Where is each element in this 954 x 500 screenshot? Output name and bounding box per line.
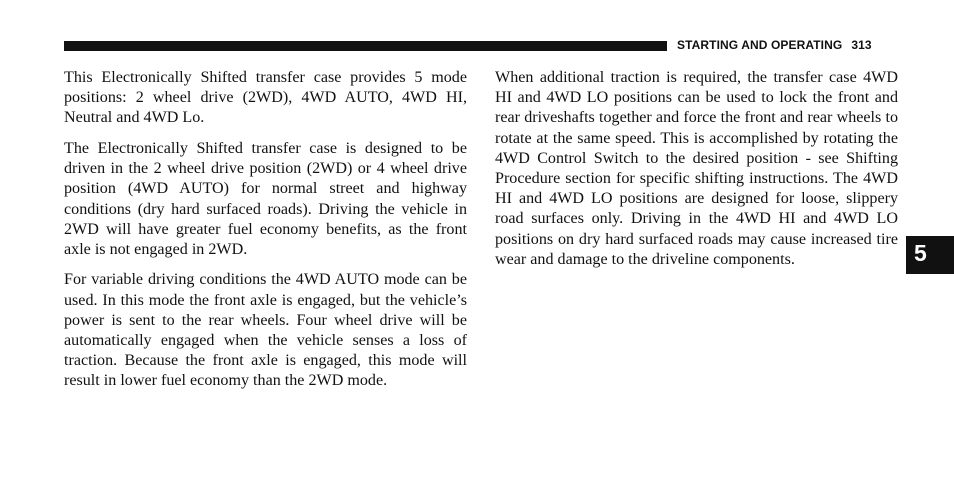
chapter-tab [906, 236, 954, 274]
header-rule [64, 41, 667, 51]
right-column [495, 68, 898, 280]
chapter-number: 5 [914, 240, 927, 266]
left-column [64, 68, 467, 402]
paragraph: This Electronically Shifted transfer case provides 5 mode positions: 2 wheel drive (2WD), 4WD AUTO, 4WD HI, Neutral and 4WD Lo. [64, 69, 467, 127]
running-header [677, 38, 872, 52]
section-title: STARTING AND OPERATING [677, 38, 843, 52]
paragraph: For variable driving conditions the 4WD AUTO mode can be used. In this mode the front axle is engaged, but the vehicle’s power is sent to the rear wheels. Four wheel drive will be automatically engaged when the vehicle senses a loss of traction. Because the front axle is engaged, this mode will result in lower fuel economy than the 2WD mode. [64, 271, 467, 390]
paragraph: When additional traction is required, the transfer case 4WD HI and 4WD LO positions can be used to lock the front and rear driveshafts together and force the front and rear wheels to rotate at the same speed. This is accomplished by rotating the 4WD Control Switch to the desired position - see Shifting Procedure section for specific shifting instructions. The 4WD HI and 4WD LO positions are designed for loose, slippery road surfaces only. Driving in the 4WD HI and 4WD LO positions on dry hard surfaced roads may cause increased tire wear and damage to the driveline components. [495, 69, 898, 268]
paragraph: The Electronically Shifted transfer case is designed to be driven in the 2 wheel drive position (2WD) or 4 wheel drive position (4WD AUTO) for normal street and highway conditions (dry hard surfaced roads). Driving the vehicle in 2WD will have greater fuel economy benefits, as the front axle is not engaged in 2WD. [64, 139, 467, 258]
page-number: 313 [851, 38, 872, 52]
